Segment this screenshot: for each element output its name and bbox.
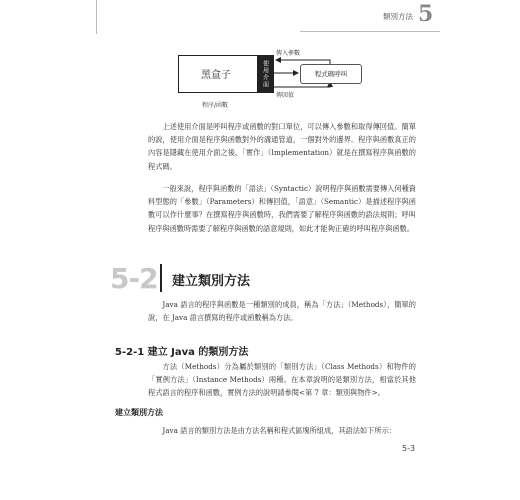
interface-diagram [158,40,388,112]
chapter-number: 5 [418,1,434,27]
header-vertical-rule [96,0,97,34]
black-box [178,55,274,93]
paragraph-3: Java 語言的程序與函數是一種類別的成員，稱為「方法」（Methods），簡單的說，在 Java 語言撰寫的程序或函數稱為方法。 [148,300,416,323]
section-divider [160,264,162,292]
page-header [0,0,520,34]
section-number: 5-2 [110,262,158,295]
paragraph-2: 一般來說，程序與函數的「語法」（Syntactic）說明程序與函數需要傳入何種資料型態的「參數」（Parameters）和傳回值，「語意」（Semantic）是描述程序與函數可以作什麼事？在撰寫程序與函數時，我們需要了解程序與函數的語法規則；呼叫程序與函數時需要了解程序與函數的語意規則，如此才能夠正確的呼叫程序與函數。 [148,184,416,233]
paragraph-5: Java 語言的類別方法是由方法名稱和程式區塊所組成，其語法如下所示： [162,426,396,435]
paragraph-1: 上述使用介面是呼叫程序或函數的對口單位，可以傳入參數和取得傳回值。簡單的說，使用介面是程序與函數對外的溝通管道，一個對外的邊界。程序與函數真正的內容是隱藏在使用介面之後，「實作」（Implementation）就是在撰寫程序與函數的程式碼。 [148,122,416,171]
subsection-title: 5-2-1 建立 Java 的類別方法 [115,347,249,358]
interface-bar: 使用介面 [257,56,273,92]
caller-box: 程式碼呼叫 [300,64,362,84]
pass-args-label: 傳入參數 [276,50,301,57]
return-value-label: 傳回值 [276,92,295,99]
subsubsection-title: 建立類別方法 [115,408,163,417]
diagram-caption: 程序/函數 [202,102,229,109]
section-title: 建立類別方法 [172,274,251,289]
black-box-label: 黑盒子 [201,70,231,81]
header-horizontal-rule [300,31,440,32]
page-number: 5-3 [402,444,416,453]
paragraph-4: 方法（Methods）分為屬於類別的「類別方法」（Class Methods）和物件的「實例方法」（Instance Methods）兩種。在本章說明的是類別方法，相當於其他程式語言的程序和函數，實例方法的說明請參閱<第 7 章：類別與物件>。 [148,362,416,398]
chapter-title: 類別方法 [383,12,413,21]
